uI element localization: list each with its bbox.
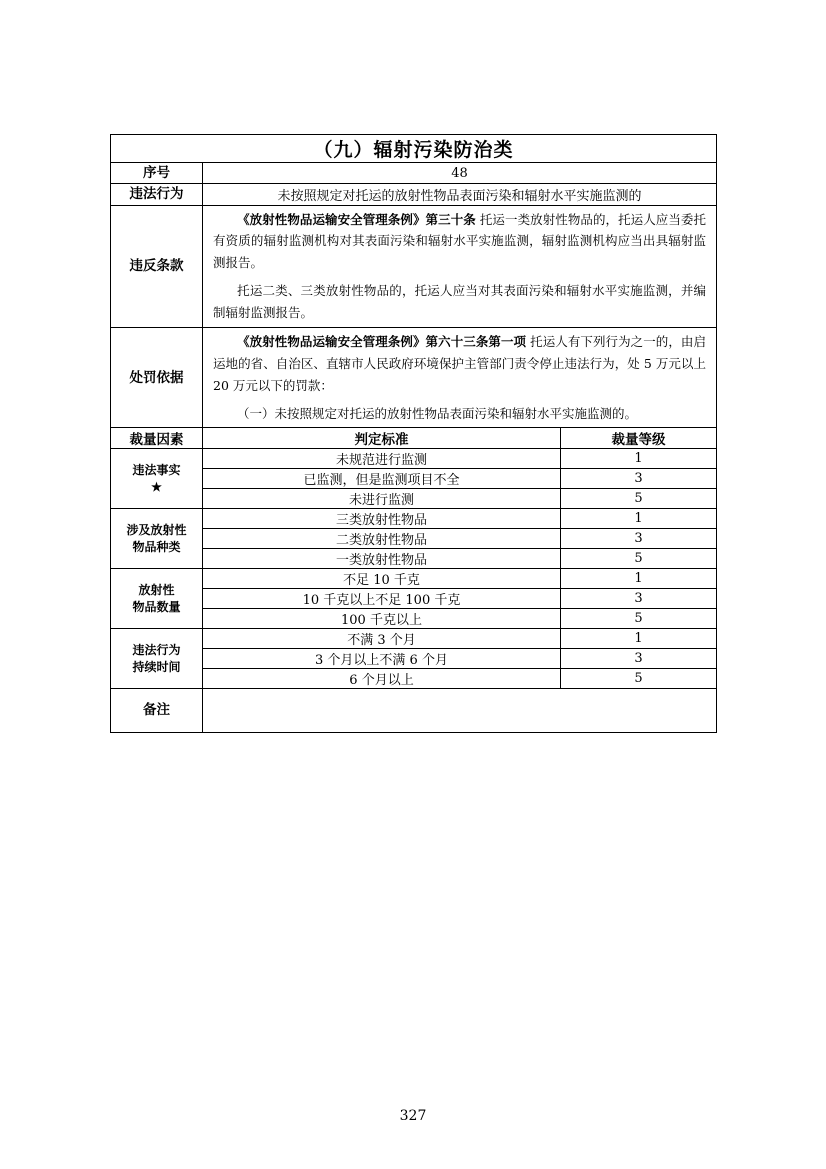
penalty-content <box>203 327 717 428</box>
matrix-factor-duration-line1: 违法行为 <box>132 643 181 658</box>
sequence-value: 48 <box>203 163 717 184</box>
penalty-paragraph-2-text: （一）未按照规定对托运的放射性物品表面污染和辐射水平实施监测的。 <box>237 405 638 421</box>
penalty-paragraph-1-text: 托运人有下列行为之一的，由启运地的省、自治区、直辖市人民政府环境保护主管部门责令停止违法行为，处 5 万元以上 20 万元以下的罚款： <box>213 333 707 393</box>
matrix-factor-violation-fact <box>111 449 203 509</box>
matrix-factor-duration <box>111 629 203 689</box>
matrix-level: 1 <box>561 629 717 649</box>
matrix-level: 5 <box>561 489 717 509</box>
violation-label: 违法行为 <box>111 184 203 205</box>
matrix-criteria: 100 千克以上 <box>203 609 561 629</box>
clause-paragraph-1-citation: 《放射性物品运输安全管理条例》第三十条 <box>237 211 476 227</box>
matrix-level: 3 <box>561 529 717 549</box>
penalty-paragraph-1-citation: 《放射性物品运输安全管理条例》第六十三条第一项 <box>237 333 527 349</box>
clause-paragraph-2-text: 托运二类、三类放射性物品的，托运人应当对其表面污染和辐射水平实施监测，并编制辐射监测报告。 <box>213 283 707 320</box>
clause-content <box>203 205 717 327</box>
penalty-label: 处罚依据 <box>111 327 203 428</box>
table-row-title <box>111 135 717 163</box>
table-row-remark <box>111 689 717 732</box>
matrix-criteria: 不满 3 个月 <box>203 629 561 649</box>
matrix-criteria: 不足 10 千克 <box>203 569 561 589</box>
matrix-factor-material-type <box>111 509 203 569</box>
matrix-factor-material-quantity-line2: 物品数量 <box>132 599 181 614</box>
remark-label: 备注 <box>111 689 203 732</box>
matrix-factor-material-quantity <box>111 569 203 629</box>
clause-paragraph-1-text: 托运一类放射性物品的，托运人应当委托有资质的辐射监测机构对其表面污染和辐射水平实施监测，辐射监测机构应当出具辐射监测报告。 <box>213 211 707 271</box>
matrix-level: 1 <box>561 449 717 469</box>
matrix-header-level: 裁量等级 <box>561 428 717 449</box>
table-row-matrix-item <box>111 629 717 649</box>
table-row-matrix-item <box>111 509 717 529</box>
table-row-clause <box>111 205 717 327</box>
remark-value <box>203 689 717 732</box>
matrix-level: 1 <box>561 509 717 529</box>
table-row-violation <box>111 184 717 205</box>
matrix-factor-violation-fact-mark: ★ <box>151 479 162 494</box>
matrix-criteria: 10 千克以上不足 100 千克 <box>203 589 561 609</box>
matrix-header-criteria: 判定标准 <box>203 428 561 449</box>
table-row-matrix-item <box>111 569 717 589</box>
page-number: 327 <box>399 1108 427 1124</box>
matrix-factor-material-quantity-line1: 放射性 <box>138 583 175 598</box>
clause-paragraph-2 <box>203 277 716 327</box>
penalty-discretion-table <box>110 134 717 733</box>
matrix-criteria: 6 个月以上 <box>203 669 561 689</box>
penalty-paragraph-1 <box>203 328 716 400</box>
table-row-penalty <box>111 327 717 428</box>
matrix-criteria: 3 个月以上不满 6 个月 <box>203 649 561 669</box>
matrix-header-factor: 裁量因素 <box>111 428 203 449</box>
matrix-factor-material-type-line1: 涉及放射性 <box>126 523 187 538</box>
matrix-level: 3 <box>561 589 717 609</box>
clause-label: 违反条款 <box>111 205 203 327</box>
violation-value: 未按照规定对托运的放射性物品表面污染和辐射水平实施监测的 <box>203 184 717 205</box>
matrix-level: 3 <box>561 469 717 489</box>
sequence-label: 序号 <box>111 163 203 184</box>
table-row-matrix-item <box>111 449 717 469</box>
matrix-criteria: 未规范进行监测 <box>203 449 561 469</box>
matrix-level: 5 <box>561 549 717 569</box>
matrix-criteria: 三类放射性物品 <box>203 509 561 529</box>
matrix-criteria: 未进行监测 <box>203 489 561 509</box>
matrix-factor-duration-line2: 持续时间 <box>132 659 181 674</box>
matrix-criteria: 二类放射性物品 <box>203 529 561 549</box>
penalty-paragraph-2 <box>203 400 716 428</box>
table-title: （九）辐射污染防治类 <box>111 135 717 163</box>
table-row-sequence <box>111 163 717 184</box>
matrix-level: 5 <box>561 609 717 629</box>
matrix-level: 1 <box>561 569 717 589</box>
table-row-matrix-header <box>111 428 717 449</box>
matrix-level: 5 <box>561 669 717 689</box>
matrix-factor-violation-fact-line1: 违法事实 <box>132 463 181 478</box>
matrix-level: 3 <box>561 649 717 669</box>
matrix-criteria: 一类放射性物品 <box>203 549 561 569</box>
matrix-factor-material-type-line2: 物品种类 <box>132 539 181 554</box>
matrix-criteria: 已监测，但是监测项目不全 <box>203 469 561 489</box>
clause-paragraph-1 <box>203 206 716 278</box>
